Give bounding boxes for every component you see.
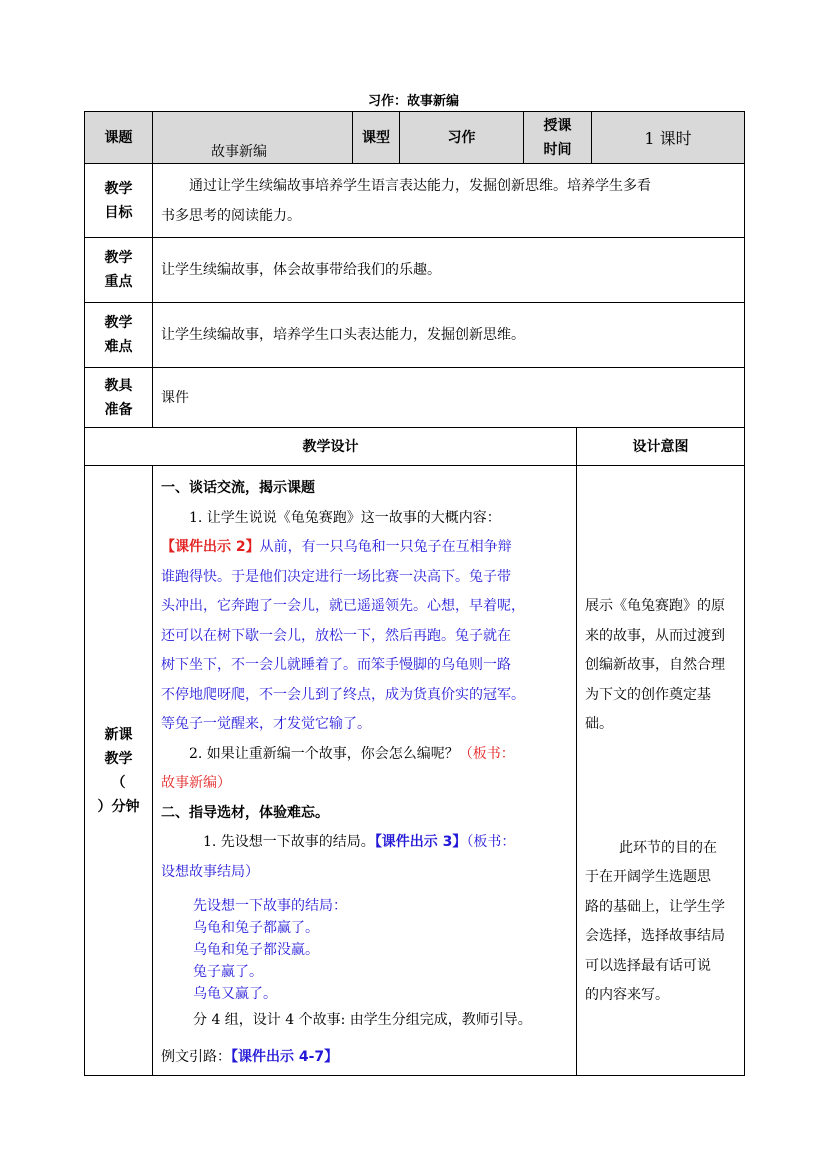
tools-label-line-2: 准备: [104, 401, 133, 418]
story-line-2: 谁跑得快。于是他们决定进行一场比赛一决高下。兔子带: [161, 568, 511, 585]
intent-line: 的内容来写。: [585, 987, 669, 1003]
new-lesson-label-line-4: ）分钟: [97, 798, 140, 815]
ending-option: 乌龟和兔子都赢了。: [193, 920, 319, 936]
key-label: [85, 238, 153, 303]
new-lesson-label-line-1: 新课: [104, 726, 133, 743]
courseware-3-tag: 【课件出示 3】: [374, 834, 467, 850]
design-heading-1: 一、谈话交流，揭示课题: [161, 480, 315, 496]
ending-option: 乌龟和兔子都没赢。: [193, 942, 319, 958]
story-line-5: 树下坐下，不一会儿就睡着了。而笨手慢脚的乌龟则一路: [161, 657, 511, 673]
time-label-line-2: 时间: [543, 141, 572, 158]
goal-label-line-1: 教学: [104, 180, 133, 197]
ending-option: 先设想一下故事的结局：: [193, 898, 347, 914]
goal-text: [153, 164, 745, 238]
tools-label-line-1: 教具: [104, 377, 133, 394]
goal-text-line-2: 书多思考的阅读能力。: [161, 207, 301, 224]
intent-block-1: [585, 592, 740, 740]
story-line-1: 从前，有一只乌龟和一只兔子在互相争辩: [259, 539, 512, 555]
design-step-2-text: 2. 如果让重新编一个故事，你会怎么编呢？: [189, 745, 459, 762]
story-paragraph: [161, 533, 572, 563]
intent-line: 可以选择最有话可说: [585, 957, 711, 974]
design-step-3: [161, 828, 572, 858]
topic-label: 课题: [85, 112, 153, 164]
intent-block-2: [585, 834, 740, 1011]
topic-value: 故事新编: [153, 112, 353, 164]
tools-label: [85, 368, 153, 428]
design-step-2: [161, 740, 572, 770]
difficulty-text: 让学生续编故事，培养学生口头表达能力，发掘创新思维。: [153, 303, 745, 368]
intent-line: 于在开阔学生选题思: [585, 869, 711, 885]
intent-header: 设计意图: [577, 428, 745, 466]
goal-text-line-1: 通过让学生续编故事培养学生语言表达能力，发掘创新思维。培养学生多看: [189, 177, 651, 194]
difficulty-label: [85, 303, 153, 368]
design-step-3-text: 1. 先设想一下故事的结局。: [203, 834, 375, 850]
courseware-2-tag: 【课件出示 2】: [161, 539, 260, 555]
intent-line: 来的故事，从而过渡到: [585, 627, 725, 644]
difficulty-label-line-2: 难点: [104, 339, 133, 355]
intent-line: 此环节的目的在: [619, 839, 717, 856]
intent-line: 路的基础上，让学生学: [585, 898, 725, 915]
example-line: [161, 1043, 572, 1073]
new-lesson-label-line-3: （: [111, 774, 126, 791]
story-line-4: 还可以在树下歇一会儿，放松一下，然后再跑。兔子就在: [161, 627, 511, 644]
new-lesson-label: [85, 466, 153, 1076]
key-label-line-1: 教学: [104, 250, 133, 266]
page-title: 习作：故事新编: [367, 94, 459, 109]
tools-text: 课件: [153, 368, 745, 428]
design-table: [84, 427, 745, 1076]
type-label: 课型: [353, 112, 400, 164]
time-label: [524, 112, 592, 164]
intent-line: 会选择，选择故事结局: [585, 928, 725, 944]
time-value: 1 课时: [592, 112, 745, 164]
story-line-7: 等兔子一觉醒来，才发觉它输了。: [161, 716, 371, 732]
design-step-1: 1. 让学生说说《龟兔赛跑》这一故事的大概内容：: [189, 509, 501, 526]
example-label: 例文引路：: [161, 1049, 231, 1065]
ending-option: 兔子赢了。: [193, 964, 263, 980]
intent-line: 为下文的创作奠定基: [585, 686, 711, 703]
intent-line: 展示《龟兔赛跑》的原: [585, 598, 725, 614]
difficulty-label-line-1: 教学: [104, 315, 133, 331]
design-content: [153, 466, 577, 1076]
board-note-2a: （板书：: [466, 834, 516, 850]
intent-line: 创编新故事，自然合理: [585, 657, 725, 673]
courseware-4-7-tag: 【课件出示 4-7】: [231, 1049, 339, 1065]
design-heading-2: 二、指导选材，体验难忘。: [161, 804, 329, 821]
info-table: [84, 111, 745, 428]
intent-content: [577, 466, 745, 1076]
goal-label: [85, 164, 153, 238]
board-note-1a: （板书：: [458, 745, 515, 762]
key-text: 让学生续编故事，体会故事带给我们的乐趣。: [153, 238, 745, 303]
key-label-line-2: 重点: [104, 274, 133, 290]
goal-label-line-2: 目标: [104, 204, 133, 221]
time-label-line-1: 授课: [543, 117, 572, 134]
board-note-1b: 故事新编）: [161, 775, 231, 791]
story-line-6: 不停地爬呀爬，不一会儿到了终点，成为货真价实的冠军。: [161, 686, 525, 703]
intent-line: 础。: [585, 716, 613, 732]
lesson-plan-table: [84, 111, 744, 1076]
ending-options-list: [161, 887, 572, 1005]
story-line-3: 头冲出，它奔跑了一会儿，就已遥遥领先。心想，早着呢，: [161, 598, 525, 614]
new-lesson-label-line-2: 教学: [104, 750, 133, 767]
type-value: 习作: [400, 112, 524, 164]
design-header: 教学设计: [85, 428, 577, 466]
group-instruction: 分 4 组，设计 4 个故事: 由学生分组完成，教师引导。: [193, 1012, 532, 1028]
ending-option: 乌龟又赢了。: [193, 986, 277, 1002]
board-note-2b: 设想故事结局）: [161, 863, 259, 880]
